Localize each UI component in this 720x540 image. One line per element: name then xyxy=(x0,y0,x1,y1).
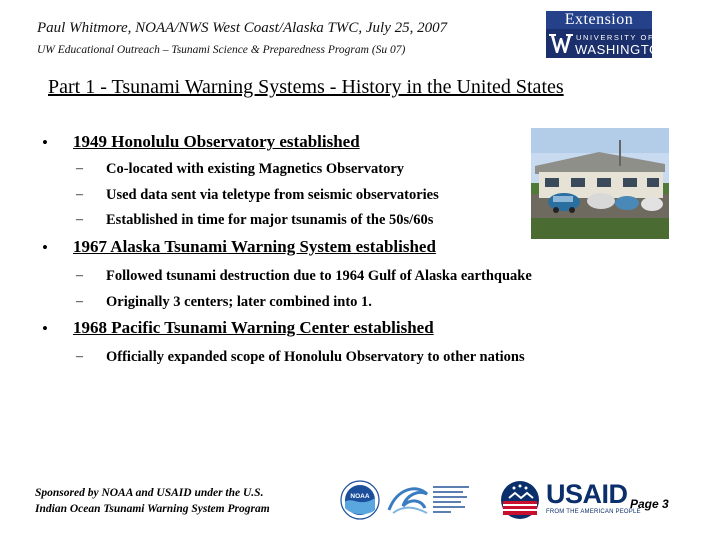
dash-marker: – xyxy=(76,212,83,227)
dash-marker: – xyxy=(76,268,83,283)
sub-bullet: Followed tsunami destruction due to 1964 Gulf of Alaska earthquake xyxy=(106,268,532,284)
usaid-wordmark: USAID xyxy=(546,479,628,509)
sub-bullet: Officially expanded scope of Honolulu Observatory to other nations xyxy=(106,349,525,365)
footer-sponsor-line1: Sponsored by NOAA and USAID under the U.S. xyxy=(35,487,264,499)
noaa-logo-text: NOAA xyxy=(350,493,370,500)
bullet-ptwc: 1968 Pacific Tsunami Warning Center established xyxy=(73,318,434,337)
bullet-marker: • xyxy=(42,319,48,338)
bullet-alaska: 1967 Alaska Tsunami Warning System established xyxy=(73,237,436,256)
usaid-logo xyxy=(500,479,641,520)
logo-extension-text: Extension xyxy=(546,11,652,29)
footer-sponsor xyxy=(35,485,270,517)
dash-marker: – xyxy=(76,294,83,309)
logo-university-of-text: UNIVERSITY OF xyxy=(576,33,655,42)
noaa-logo-icon xyxy=(340,480,380,520)
footer-sponsor-line2: Indian Ocean Tsunami Warning System Program xyxy=(35,503,270,515)
sub-bullet: Used data sent via teletype from seismic observatories xyxy=(106,187,439,203)
page-number: Page 3 xyxy=(630,497,669,511)
uw-extension-logo xyxy=(546,11,670,58)
bullet-marker: • xyxy=(42,238,48,257)
bullet-honolulu: 1949 Honolulu Observatory established xyxy=(73,132,360,151)
iotws-logo-icon xyxy=(387,480,495,518)
usaid-tagline: FROM THE AMERICAN PEOPLE xyxy=(546,509,641,515)
sub-bullet: Co-located with existing Magnetics Observatory xyxy=(106,161,405,177)
header-program-line: UW Educational Outreach – Tsunami Science & Preparedness Program (Su 07) xyxy=(37,44,406,56)
slide-title: Part 1 - Tsunami Warning Systems - History in the United States xyxy=(48,76,564,98)
usaid-seal-icon xyxy=(500,480,542,520)
dash-marker: – xyxy=(76,161,83,176)
dash-marker: – xyxy=(76,187,83,202)
logo-washington-text: WASHINGTON xyxy=(575,42,670,57)
sub-bullet: Established in time for major tsunamis of the 50s/60s xyxy=(106,212,434,228)
bullet-marker: • xyxy=(42,133,48,152)
observatory-photo xyxy=(531,128,669,239)
uw-w-icon xyxy=(549,31,573,56)
dash-marker: – xyxy=(76,349,83,364)
header-author-line: Paul Whitmore, NOAA/NWS West Coast/Alaska TWC, July 25, 2007 xyxy=(37,20,448,36)
sub-bullet: Originally 3 centers; later combined into 1. xyxy=(106,294,372,310)
